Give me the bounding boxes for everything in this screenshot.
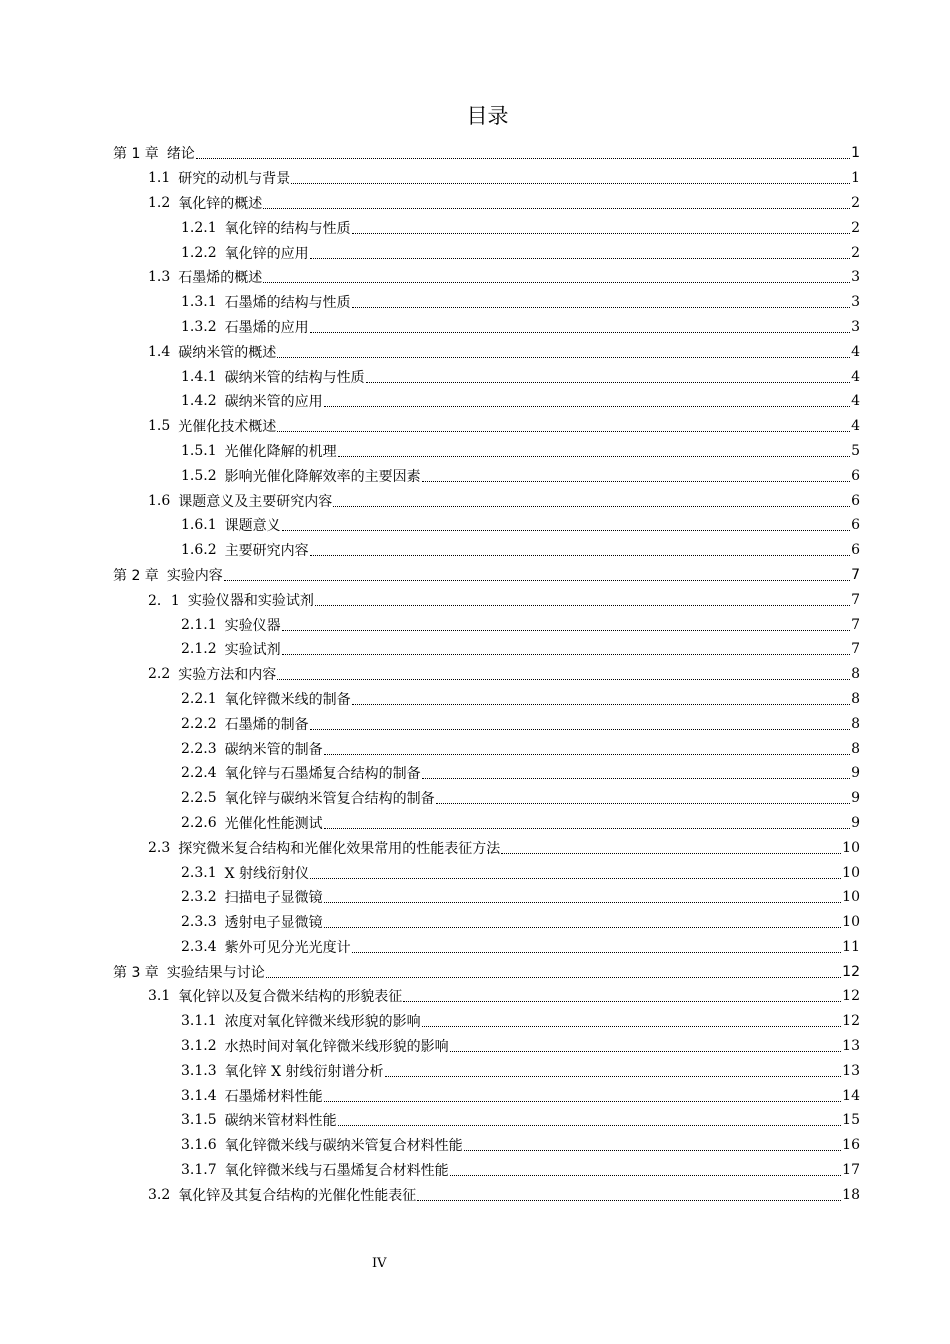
toc-dot-leader [436,802,850,804]
toc-entry[interactable] [0,711,950,736]
toc-entry-number: 1.4 [148,343,171,360]
toc-dot-leader [333,505,850,507]
toc-dot-leader [501,852,841,854]
toc-entry-number: 3.1.4 [181,1087,217,1104]
toc-entry[interactable] [0,1158,950,1183]
toc-entry-page: 6 [851,467,860,484]
toc-entry-number: 2.2.3 [181,740,217,757]
toc-dot-leader [277,678,850,680]
toc-entry[interactable] [0,811,950,836]
toc-entry-page: 10 [842,889,860,906]
toc-entry-page: 6 [851,517,860,534]
toc-entry-title: 碳纳米管的结构与性质 [224,369,365,386]
toc-entry[interactable] [0,265,950,290]
toc-entry-page: 14 [842,1087,860,1104]
toc-entry[interactable] [0,835,950,860]
toc-entry-number: 3.2 [148,1186,171,1203]
toc-dot-leader [324,926,842,928]
toc-entry-title: 氧化锌微米线与石墨烯复合材料性能 [224,1163,449,1180]
toc-entry-title: 碳纳米管材料性能 [224,1113,337,1130]
toc-entry-title: 实验结果与讨论 [166,964,265,981]
toc-entry-title: 课题意义及主要研究内容 [178,493,333,510]
toc-dot-leader [422,1025,842,1027]
toc-entry-number: 3.1 [148,988,171,1005]
toc-entry[interactable] [0,587,950,612]
toc-entry-title: 实验试剂 [224,642,281,659]
toc-entry-number: 2.2.4 [181,765,217,782]
toc-entry[interactable] [0,364,950,389]
toc-entry[interactable] [0,290,950,315]
toc-entry-page: 1 [851,170,860,187]
toc-dot-leader [310,728,850,730]
toc-dot-leader [224,579,850,581]
toc-entry-title: 氧化锌 X 射线衍射谱分析 [224,1063,384,1080]
toc-dot-leader [403,1000,841,1002]
toc-entry-number: 1.1 [148,170,171,187]
toc-entry-page: 10 [842,864,860,881]
toc-entry-number: 第 3 章 [113,964,159,981]
toc-entry-number: 3.1.5 [181,1112,217,1129]
toc-dot-leader [310,331,850,333]
table-of-contents [0,141,950,1207]
toc-entry-page: 4 [851,343,860,360]
toc-entry-title: 石墨烯的应用 [224,319,309,336]
toc-dot-leader [263,207,850,209]
toc-dot-leader [310,257,850,259]
toc-entry-page: 7 [851,641,860,658]
toc-dot-leader [450,1174,842,1176]
toc-entry-page: 3 [851,294,860,311]
toc-dot-leader [310,877,841,879]
toc-dot-leader [417,1199,841,1201]
toc-dot-leader [324,753,850,755]
toc-entry-page: 7 [851,591,860,608]
toc-entry-title: 氧化锌的结构与性质 [224,220,351,237]
toc-dot-leader [324,901,842,903]
toc-entry-number: 1.5.2 [181,467,217,484]
toc-entry[interactable] [0,389,950,414]
toc-entry-number: 2.2.5 [181,790,217,807]
toc-entry-title: 碳纳米管的制备 [224,741,323,758]
toc-entry[interactable] [0,1182,950,1207]
toc-dot-leader [263,281,850,283]
toc-entry[interactable] [0,761,950,786]
toc-entry-page: 3 [851,318,860,335]
toc-entry-number: 2.2.2 [181,715,217,732]
toc-entry-page: 15 [842,1112,860,1129]
toc-entry-page: 3 [851,269,860,286]
toc-dot-leader [352,703,850,705]
toc-entry-number: 3.1.2 [181,1038,217,1055]
toc-entry-page: 11 [842,938,860,955]
page-number: IV [372,1256,387,1271]
toc-entry-title: 浓度对氧化锌微米线形貌的影响 [224,1014,421,1031]
toc-dot-leader [385,1075,842,1077]
toc-entry-title: 光催化技术概述 [178,419,277,436]
toc-entry-number: 1.3 [148,269,171,286]
toc-dot-leader [291,182,850,184]
toc-entry[interactable] [0,786,950,811]
toc-entry-title: 碳纳米管的应用 [224,394,323,411]
toc-entry[interactable] [0,439,950,464]
toc-entry[interactable] [0,1058,950,1083]
toc-entry[interactable] [0,1009,950,1034]
toc-entry-title: 研究的动机与背景 [178,171,291,188]
toc-entry-number: 3.1.1 [181,1013,217,1030]
toc-entry-title: 绪论 [166,146,195,163]
toc-entry[interactable] [0,935,950,960]
toc-entry-number: 1.6.2 [181,542,217,559]
toc-entry[interactable] [0,984,950,1009]
toc-entry-page: 7 [851,566,860,583]
toc-dot-leader [450,1050,842,1052]
toc-entry-page: 13 [842,1038,860,1055]
toc-entry-page: 12 [842,1013,860,1030]
toc-entry-title: 实验仪器 [224,617,281,634]
toc-entry[interactable] [0,513,950,538]
toc-entry-title: 透射电子显微镜 [224,915,323,932]
toc-entry-page: 5 [851,442,860,459]
toc-entry[interactable] [0,910,950,935]
toc-entry-page: 6 [851,542,860,559]
toc-entry-number: 2.3.3 [181,914,217,931]
toc-entry-title: 实验仪器和实验试剂 [187,592,314,609]
toc-entry-number: 1.4.1 [181,368,217,385]
toc-entry-page: 18 [842,1186,860,1203]
toc-entry-page: 1 [851,145,860,162]
toc-entry[interactable] [0,166,950,191]
toc-entry-title: 光催化性能测试 [224,815,323,832]
page-title: 目录 [466,104,509,128]
toc-entry[interactable] [0,885,950,910]
toc-entry-title: 氧化锌及其复合结构的光催化性能表征 [178,1187,417,1204]
toc-entry-number: 1.2.2 [181,244,217,261]
toc-entry-title: 氧化锌微米线的制备 [224,691,351,708]
toc-entry-title: 水热时间对氧化锌微米线形貌的影响 [224,1039,449,1056]
toc-entry-title: 石墨烯的概述 [178,270,263,287]
toc-entry[interactable] [0,215,950,240]
toc-entry-title: 课题意义 [224,518,281,535]
toc-entry-number: 1.2 [148,194,171,211]
toc-entry-number: 2.2 [148,666,171,683]
toc-entry-page: 10 [842,839,860,856]
toc-entry-title: 光催化降解的机理 [224,443,337,460]
toc-entry[interactable] [0,959,950,984]
toc-entry-number: 第 1 章 [113,146,159,163]
toc-entry-title: 实验内容 [166,567,223,584]
toc-entry[interactable] [0,736,950,761]
toc-entry-page: 8 [851,666,860,683]
toc-entry-number: 1.6 [148,492,171,509]
toc-entry-title: 石墨烯的制备 [224,716,309,733]
toc-dot-leader [366,381,850,383]
toc-entry-number: 1.4.2 [181,393,217,410]
toc-entry-number: 2.1.2 [181,641,217,658]
toc-entry-number: 1.5 [148,418,171,435]
toc-entry-page: 9 [851,765,860,782]
toc-entry-page: 12 [842,963,860,980]
toc-entry[interactable] [0,191,950,216]
toc-dot-leader [338,455,850,457]
toc-entry-page: 16 [842,1137,860,1154]
toc-dot-leader [282,653,850,655]
toc-entry-number: 2.2.6 [181,814,217,831]
toc-entry-number: 1.3.2 [181,318,217,335]
toc-entry[interactable] [0,1034,950,1059]
toc-dot-leader [352,232,850,234]
toc-dot-leader [422,777,850,779]
toc-entry-title: 探究微米复合结构和光催化效果常用的性能表征方法 [178,840,501,857]
toc-entry-title: 氧化锌的应用 [224,245,309,262]
toc-entry-number: 2.1.1 [181,616,217,633]
toc-entry-page: 4 [851,393,860,410]
toc-entry-title: 氧化锌的概述 [178,195,263,212]
toc-dot-leader [266,976,841,978]
toc-entry-title: 碳纳米管的概述 [178,344,277,361]
toc-entry[interactable] [0,463,950,488]
toc-entry-number: 3.1.3 [181,1062,217,1079]
toc-dot-leader [324,1100,842,1102]
toc-entry[interactable] [0,1133,950,1158]
toc-entry-number: 3.1.7 [181,1162,217,1179]
toc-entry-page: 10 [842,914,860,931]
toc-entry-title: 石墨烯材料性能 [224,1088,323,1105]
toc-entry[interactable] [0,1108,950,1133]
toc-dot-leader [422,480,850,482]
toc-entry[interactable] [0,414,950,439]
toc-entry[interactable] [0,240,950,265]
toc-entry-number: 2.3.2 [181,889,217,906]
toc-dot-leader [464,1149,842,1151]
toc-entry-page: 9 [851,814,860,831]
toc-entry-number: 2.3 [148,839,171,856]
toc-entry[interactable] [0,637,950,662]
toc-entry-page: 8 [851,690,860,707]
toc-entry-page: 8 [851,740,860,757]
toc-entry-title: 扫描电子显微镜 [224,890,323,907]
toc-entry-page: 17 [842,1162,860,1179]
toc-entry[interactable] [0,662,950,687]
toc-dot-leader [324,405,850,407]
toc-entry[interactable] [0,488,950,513]
toc-entry[interactable] [0,315,950,340]
toc-entry-title: 主要研究内容 [224,543,309,560]
toc-entry-title: 紫外可见分光光度计 [224,939,351,956]
toc-entry-title: 氧化锌与碳纳米管复合结构的制备 [224,791,435,808]
toc-entry[interactable] [0,141,950,166]
toc-entry-page: 2 [851,244,860,261]
toc-dot-leader [352,951,842,953]
toc-dot-leader [352,306,850,308]
toc-entry-number: 1.3.1 [181,294,217,311]
toc-entry[interactable] [0,860,950,885]
toc-dot-leader [324,827,850,829]
toc-entry-number: 2.3.1 [181,864,217,881]
toc-dot-leader [338,1124,842,1126]
toc-entry-page: 2 [851,219,860,236]
toc-dot-leader [282,629,850,631]
toc-dot-leader [196,157,850,159]
toc-dot-leader [315,604,850,606]
toc-entry-page: 13 [842,1062,860,1079]
toc-entry-title: 影响光催化降解效率的主要因素 [224,468,421,485]
toc-entry-page: 7 [851,616,860,633]
toc-entry-title: 实验方法和内容 [178,667,277,684]
toc-entry-page: 12 [842,988,860,1005]
toc-dot-leader [282,529,850,531]
toc-entry[interactable] [0,687,950,712]
toc-entry-number: 1.2.1 [181,219,217,236]
toc-entry-title: 氧化锌微米线与碳纳米管复合材料性能 [224,1138,463,1155]
toc-entry-title: 氧化锌与石墨烯复合结构的制备 [224,766,421,783]
toc-entry-number: 第 2 章 [113,567,159,584]
toc-entry-number: 1.6.1 [181,517,217,534]
toc-entry-page: 2 [851,194,860,211]
toc-entry-page: 4 [851,418,860,435]
toc-dot-leader [310,554,850,556]
toc-entry-title: 氧化锌以及复合微米结构的形貌表征 [178,989,403,1006]
toc-dot-leader [277,430,850,432]
toc-entry-number: 1.5.1 [181,442,217,459]
toc-entry[interactable] [0,612,950,637]
toc-dot-leader [277,356,850,358]
toc-entry[interactable] [0,563,950,588]
toc-entry-title: X 射线衍射仪 [224,865,310,882]
toc-entry[interactable] [0,538,950,563]
toc-entry-page: 6 [851,492,860,509]
toc-entry-page: 9 [851,790,860,807]
toc-entry-number: 2．1 [148,592,180,609]
toc-entry-number: 2.3.4 [181,938,217,955]
toc-entry-page: 4 [851,368,860,385]
toc-entry[interactable] [0,1083,950,1108]
toc-entry-number: 3.1.6 [181,1137,217,1154]
toc-entry[interactable] [0,339,950,364]
toc-entry-title: 石墨烯的结构与性质 [224,295,351,312]
toc-entry-number: 2.2.1 [181,690,217,707]
toc-entry-page: 8 [851,715,860,732]
